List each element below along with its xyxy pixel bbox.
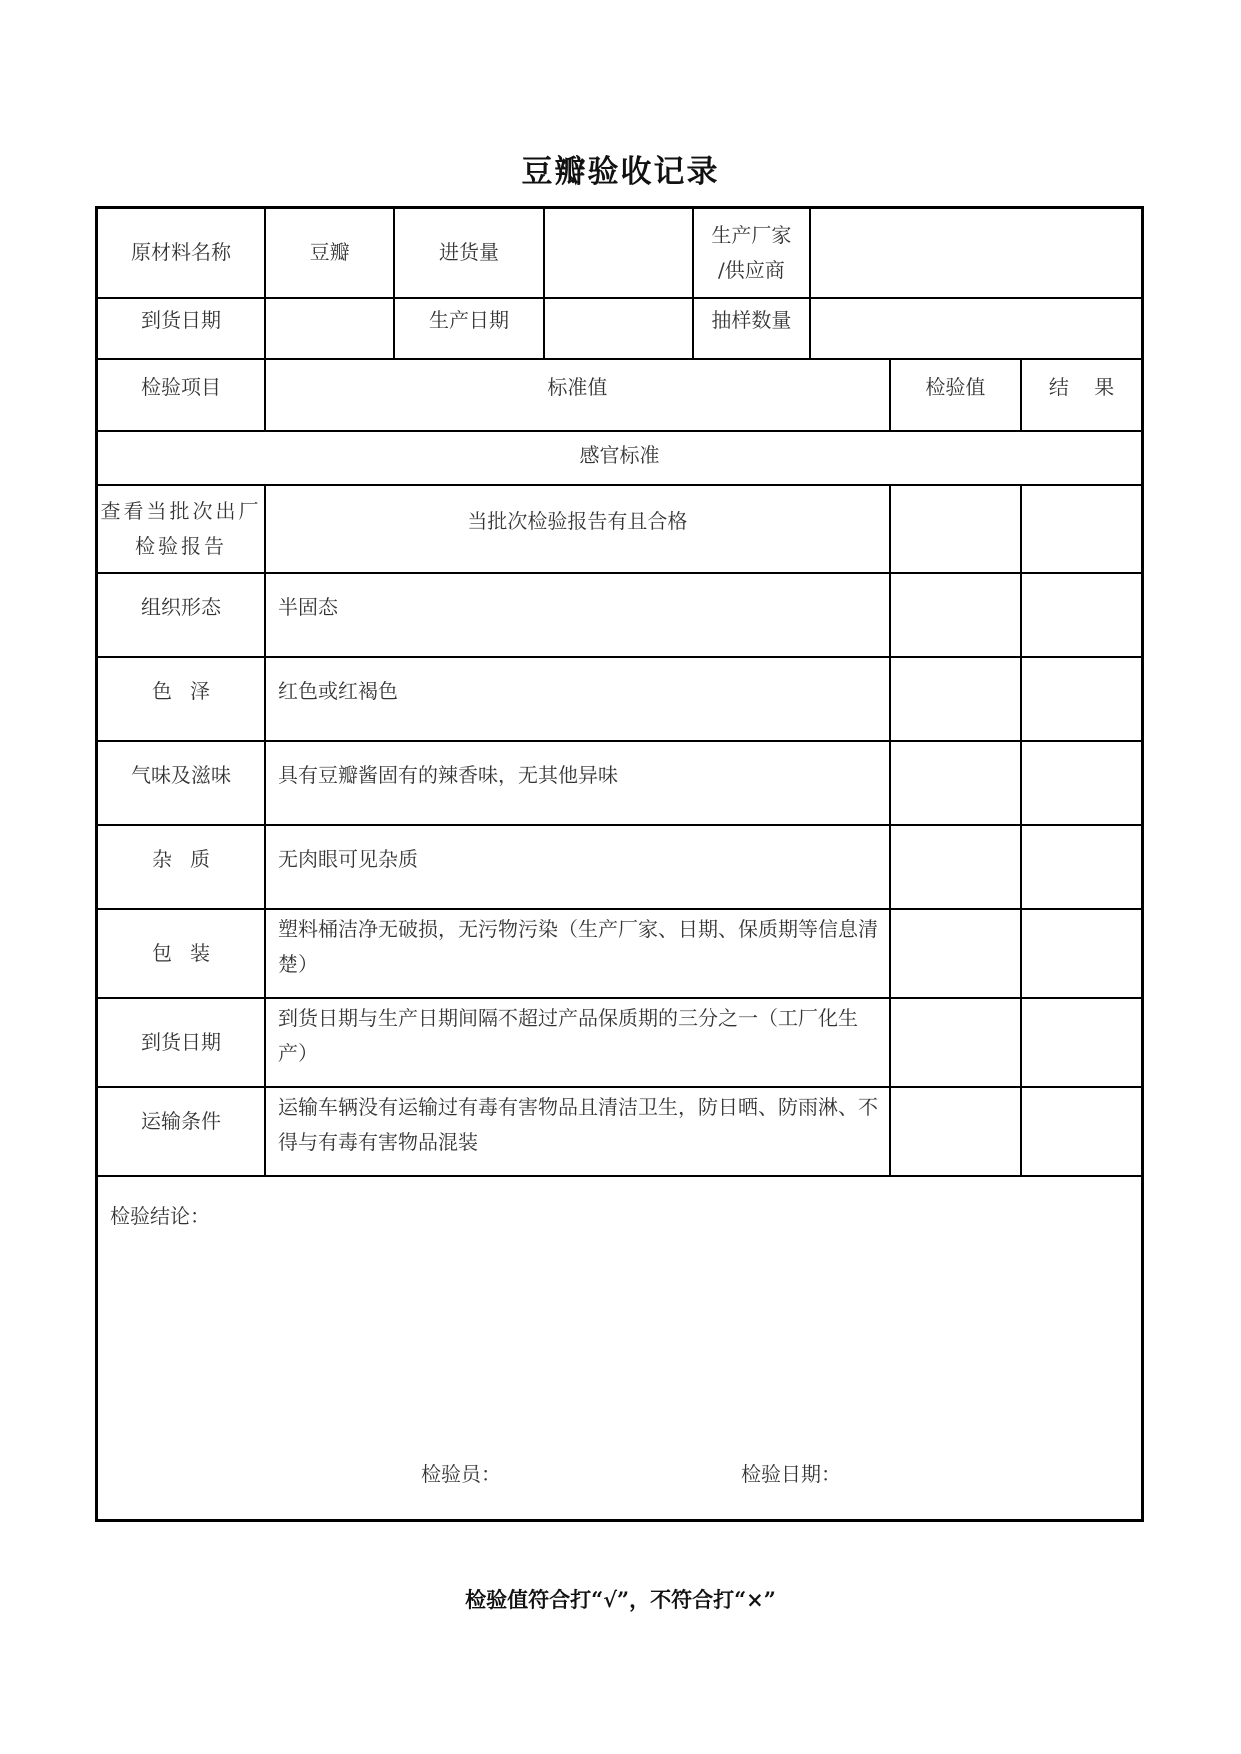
row-value-field[interactable]	[890, 573, 1021, 657]
header-row-2	[97, 298, 1143, 359]
table-row	[97, 909, 1143, 998]
row-result-field[interactable]	[1021, 825, 1142, 909]
row-result-field[interactable]	[1021, 909, 1142, 998]
table-row	[97, 1087, 1143, 1176]
quantity-field[interactable]	[544, 208, 693, 298]
arrival-date-label: 到货日期	[97, 298, 265, 359]
row-item: 组织形态	[97, 573, 265, 657]
section-title: 感官标准	[97, 431, 1143, 485]
conclusion-label: 检验结论：	[110, 1203, 210, 1228]
footnote: 检验值符合打“√”，不符合打“×”	[465, 1587, 776, 1612]
row-result-field[interactable]	[1021, 485, 1142, 573]
table-row	[97, 825, 1143, 909]
row-result-field[interactable]	[1021, 1087, 1142, 1176]
inspection-date-label: 检验日期：	[741, 1461, 841, 1486]
inspector-label: 检验员：	[421, 1461, 501, 1486]
supplier-label-line2: /供应商	[717, 257, 785, 282]
row-standard: 具有豆瓣酱固有的辣香味，无其他异味	[265, 741, 890, 825]
row-result-field[interactable]	[1021, 741, 1142, 825]
row-result-field[interactable]	[1021, 998, 1142, 1087]
table-row	[97, 657, 1143, 741]
row-result-field[interactable]	[1021, 573, 1142, 657]
column-header-item: 检验项目	[97, 359, 265, 431]
quantity-label: 进货量	[394, 208, 543, 298]
row-item: 杂质	[97, 825, 265, 909]
row-item: 色泽	[97, 657, 265, 741]
material-name-value[interactable]: 豆瓣	[265, 208, 394, 298]
row-value-field[interactable]	[890, 998, 1021, 1087]
production-date-label: 生产日期	[394, 298, 543, 359]
column-header-row	[97, 359, 1143, 431]
row-value-field[interactable]	[890, 485, 1021, 573]
row-value-field[interactable]	[890, 1087, 1021, 1176]
row-item: 包装	[97, 909, 265, 998]
row-standard: 塑料桶洁净无破损，无污物污染（生产厂家、日期、保质期等信息清楚）	[265, 909, 890, 998]
supplier-field[interactable]	[810, 208, 1143, 298]
row-value-field[interactable]	[890, 741, 1021, 825]
header-row-1	[97, 208, 1143, 298]
row-value-field[interactable]	[890, 909, 1021, 998]
page-title: 豆瓣验收记录	[521, 154, 720, 190]
table-row	[97, 741, 1143, 825]
row-result-field[interactable]	[1021, 657, 1142, 741]
conclusion-row	[97, 1176, 1143, 1521]
table-row	[97, 485, 1143, 573]
row-value-field[interactable]	[890, 825, 1021, 909]
row-item: 气味及滋味	[97, 741, 265, 825]
column-header-standard: 标准值	[265, 359, 890, 431]
row-item: 查看当批次出厂检验报告	[97, 485, 265, 573]
row-standard: 无肉眼可见杂质	[265, 825, 890, 909]
row-value-field[interactable]	[890, 657, 1021, 741]
conclusion-area	[98, 1177, 1141, 1519]
section-row	[97, 431, 1143, 485]
supplier-label-line1: 生产厂家	[711, 222, 792, 247]
row-standard: 半固态	[265, 573, 890, 657]
row-standard: 当批次检验报告有且合格	[265, 485, 890, 573]
row-item: 到货日期	[97, 998, 265, 1087]
arrival-date-field[interactable]	[265, 298, 394, 359]
row-item: 运输条件	[97, 1087, 265, 1176]
production-date-field[interactable]	[544, 298, 693, 359]
table-row	[97, 573, 1143, 657]
conclusion-cell[interactable]	[97, 1176, 1143, 1521]
column-header-value: 检验值	[890, 359, 1021, 431]
column-header-result: 结 果	[1021, 359, 1142, 431]
sample-qty-label: 抽样数量	[693, 298, 809, 359]
table-row	[97, 998, 1143, 1087]
inspection-form-table	[95, 206, 1144, 1522]
supplier-label	[693, 208, 809, 298]
row-standard: 运输车辆没有运输过有毒有害物品且清洁卫生，防日晒、防雨淋、不得与有毒有害物品混装	[265, 1087, 890, 1176]
row-standard: 到货日期与生产日期间隔不超过产品保质期的三分之一（工厂化生产）	[265, 998, 890, 1087]
row-standard: 红色或红褐色	[265, 657, 890, 741]
sample-qty-field[interactable]	[810, 298, 1143, 359]
material-name-label: 原材料名称	[97, 208, 265, 298]
